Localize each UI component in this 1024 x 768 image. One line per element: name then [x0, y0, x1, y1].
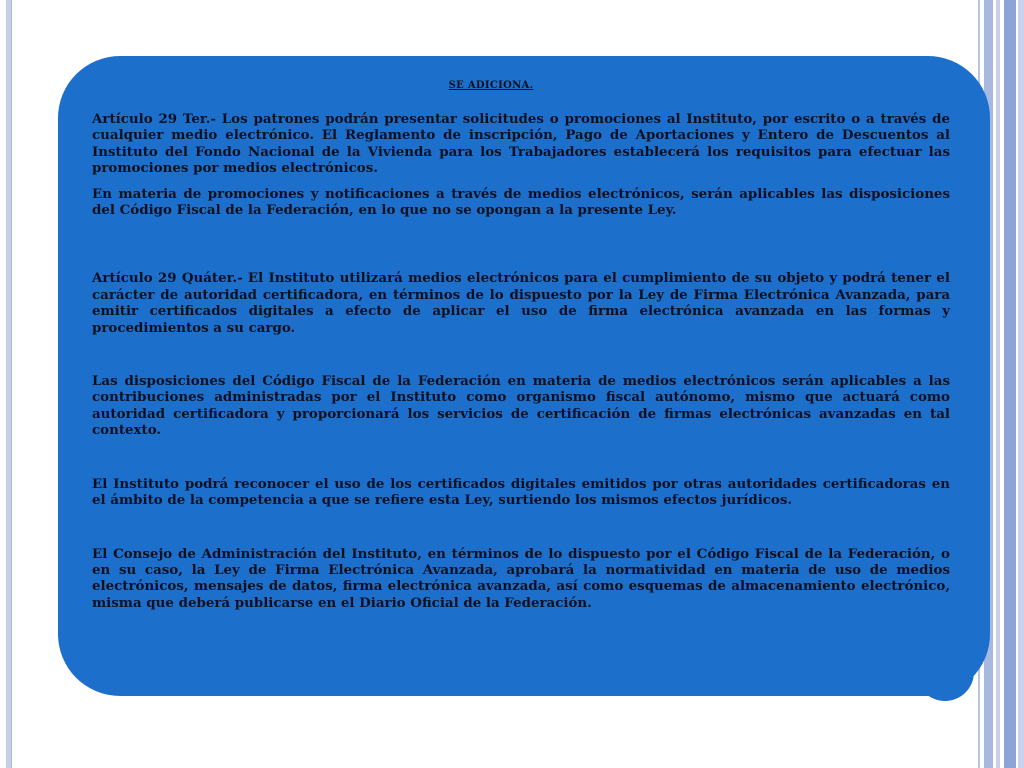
- paragraph-codigo-fiscal: Las disposiciones del Código Fiscal de la Federación en materia de medios electrónicos serán aplicables a las contribuciones administradas por el Instituto como organismo fiscal autónomo, mismo que actuará como autoridad certificadora y proporcionará los servicios de certificación de firmas electrónicas avanzadas en tal contexto.: [92, 373, 950, 439]
- paragraph-articulo-29-quater: Artículo 29 Quáter.- El Instituto utilizará medios electrónicos para el cumplimiento de su objeto y podrá tener el carácter de autoridad certificadora, en términos de lo dispuesto por la Ley de Firma Electrónica Avanzada, para emitir certificados digitales a efecto de aplicar el uso de firma electrónica avanzada en las formas y procedimientos a su cargo.: [92, 270, 950, 336]
- slide-heading: SE ADICIONA.: [448, 80, 534, 91]
- paragraph-articulo-29-ter: Artículo 29 Ter.- Los patrones podrán presentar solicitudes o promociones al Instituto, por escrito o a través de cualquier medio electrónico. El Reglamento de inscripción, Pago de Aportaciones y Entero de Descuentos al Instituto del Fondo Nacional de la Vivienda para los Trabajadores establecerá los requisitos para efectuar las promociones por medios electrónicos.: [92, 111, 950, 177]
- paragraph-consejo: El Consejo de Administración del Instituto, en términos de lo dispuesto por el Código Fiscal de la Federación, o en su caso, la Ley de Firma Electrónica Avanzada, aprobará la normatividad en materia de uso de medios electrónicos, mensajes de datos, firma electrónica avanzada, así como esquemas de almacenamiento electrónico, misma que deberá publicarse en el Diario Oficial de la Federación.: [92, 545, 950, 611]
- paragraph-certificados: El Instituto podrá reconocer el uso de los certificados digitales emitidos por otras autoridades certificadoras en el ámbito de la competencia a que se refiere esta Ley, surtiendo los mismos efectos jurídicos.: [92, 475, 950, 509]
- left-border-decoration: [6, 0, 12, 768]
- slide-content: [92, 80, 950, 611]
- panel-corner-circle: [916, 643, 974, 701]
- paragraph-promociones: En materia de promociones y notificaciones a través de medios electrónicos, serán aplicables las disposiciones del Código Fiscal de la Federación, en lo que no se opongan a la presente Ley.: [92, 185, 950, 219]
